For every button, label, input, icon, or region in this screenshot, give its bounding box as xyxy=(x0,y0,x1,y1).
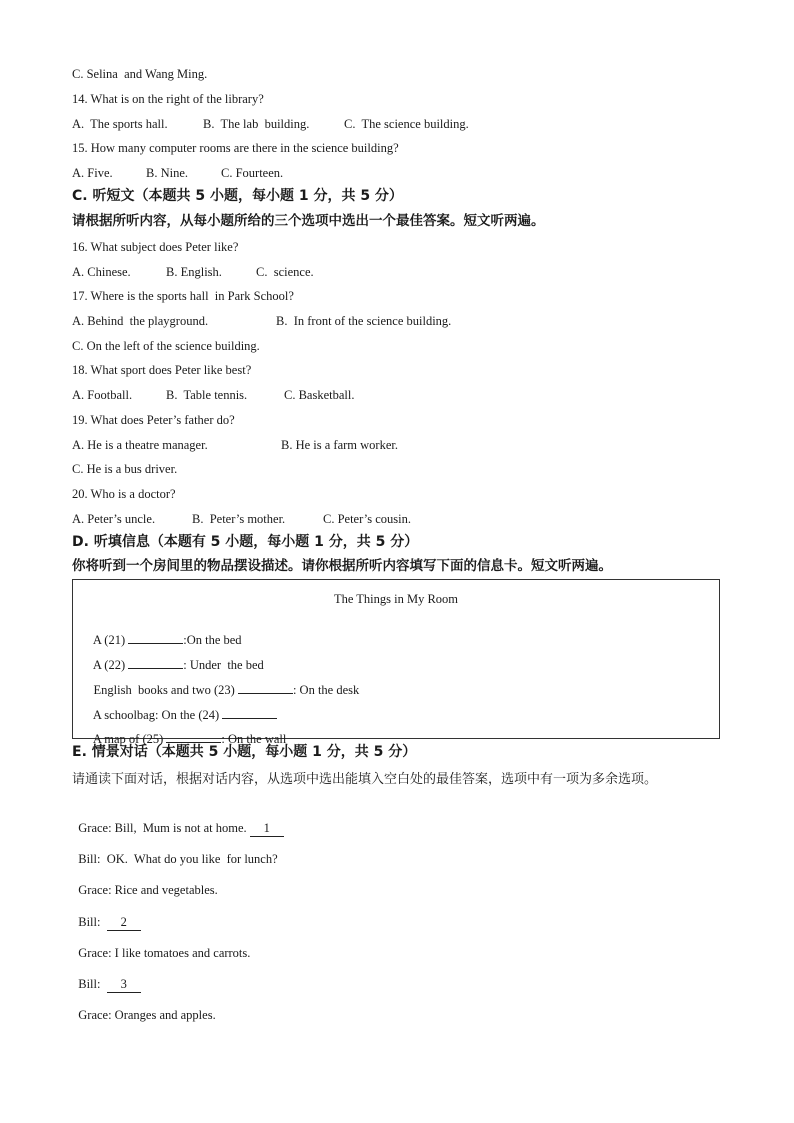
q14-question: 14. What is on the right of the library? xyxy=(72,92,264,106)
q16-option-c: C. science. xyxy=(256,265,314,279)
q14-option-c: C. The science building. xyxy=(344,117,469,131)
q19-option-b: B. He is a farm worker. xyxy=(281,438,398,452)
info-row-22-prefix: A (22) xyxy=(92,658,129,672)
dialogue-line-4 xyxy=(72,898,141,931)
dialogue-blank-1[interactable]: 1 xyxy=(250,820,284,837)
dialogue-text: Bill: OK. What do you like for lunch? xyxy=(78,852,278,866)
q18-option-a: A. Football. xyxy=(72,388,133,402)
dialogue-line-6 xyxy=(72,960,141,993)
q17-option-a: A. Behind the playground. xyxy=(72,314,209,328)
q15-question: 15. How many computer rooms are there in the science building? xyxy=(72,141,399,155)
section-e-instruction: 请通读下面对话，根据对话内容，从选项中选出能填入空白处的最佳答案，选项中有一项为多余选项。 xyxy=(72,772,658,787)
q20-question: 20. Who is a doctor? xyxy=(72,487,176,501)
q18-option-c: C. Basketball. xyxy=(284,388,355,402)
dialogue-text: Grace: Oranges and apples. xyxy=(78,1008,216,1022)
dialogue-text: Grace: Rice and vegetables. xyxy=(78,883,218,897)
q17-option-c: C. On the left of the science building. xyxy=(72,339,260,353)
q16-question: 16. What subject does Peter like? xyxy=(72,240,239,254)
dialogue-line-1 xyxy=(72,804,284,837)
q15-option-c: C. Fourteen. xyxy=(221,166,284,180)
q20-option-c: C. Peter’s cousin. xyxy=(323,512,411,526)
dialogue-text: Grace: I like tomatoes and carrots. xyxy=(78,946,251,960)
q14-option-b: B. The lab building. xyxy=(203,117,310,131)
dialogue-blank-2[interactable]: 2 xyxy=(107,914,141,931)
section-d-heading: D. 听填信息（本题有 5 小题，每小题 1 分，共 5 分） xyxy=(72,534,419,550)
section-d-instruction: 你将听到一个房间里的物品摆设描述。请你根据所听内容填写下面的信息卡。短文听两遍。 xyxy=(72,558,612,574)
info-row-25-prefix: A map of (25) xyxy=(92,732,167,746)
dialogue-line-3 xyxy=(72,866,218,898)
dialogue-text: Grace: Bill, Mum is not at home. xyxy=(78,821,250,835)
q19-option-c: C. He is a bus driver. xyxy=(72,462,178,476)
q18-question: 18. What sport does Peter like best? xyxy=(72,363,252,377)
section-c-instruction: 请根据所听内容，从每小题所给的三个选项中选出一个最佳答案。短文听两遍。 xyxy=(72,213,545,229)
info-row-23-prefix: English books and two (23) xyxy=(93,683,238,697)
section-c-heading: C. 听短文（本题共 5 小题，每小题 1 分，共 5 分） xyxy=(72,188,403,204)
info-row-24-prefix: A schoolbag: On the (24) xyxy=(92,708,223,722)
q20-option-a: A. Peter’s uncle. xyxy=(72,512,156,526)
info-row-21-prefix: A (21) xyxy=(92,633,129,647)
dialogue-blank-3[interactable]: 3 xyxy=(107,976,141,993)
blank-25[interactable] xyxy=(166,730,221,743)
info-row-21-suffix: :On the bed xyxy=(183,633,242,647)
dialogue-line-5 xyxy=(72,929,250,961)
q16-option-a: A. Chinese. xyxy=(72,265,131,279)
dialogue-text: Bill: xyxy=(78,915,107,929)
section-e-heading: E. 情景对话（本题共 5 小题，每小题 1 分，共 5 分） xyxy=(72,744,417,760)
dialogue-line-2 xyxy=(72,835,278,867)
q19-question: 19. What does Peter’s father do? xyxy=(72,413,235,427)
info-row-23-suffix: : On the desk xyxy=(292,683,360,697)
q19-option-a: A. He is a theatre manager. xyxy=(72,438,208,452)
q15-option-b: B. Nine. xyxy=(146,166,189,180)
info-card xyxy=(72,579,720,746)
info-row-22-suffix: : Under the bed xyxy=(183,658,264,672)
q13-option-c: C. Selina and Wang Ming. xyxy=(72,67,208,81)
dialogue-text: Bill: xyxy=(78,977,107,991)
q20-option-b: B. Peter’s mother. xyxy=(192,512,286,526)
q16-option-b: B. English. xyxy=(166,265,222,279)
q18-option-b: B. Table tennis. xyxy=(166,388,248,402)
q15-option-a: A. Five. xyxy=(72,166,113,180)
q17-option-b: B. In front of the science building. xyxy=(276,314,452,328)
dialogue-line-7 xyxy=(72,991,216,1023)
info-row-25-suffix: : On the wall xyxy=(221,732,287,746)
q17-question: 17. Where is the sports hall in Park School? xyxy=(72,289,294,303)
q14-option-a: A. The sports hall. xyxy=(72,117,168,131)
info-card-title: The Things in My Room xyxy=(333,592,459,606)
